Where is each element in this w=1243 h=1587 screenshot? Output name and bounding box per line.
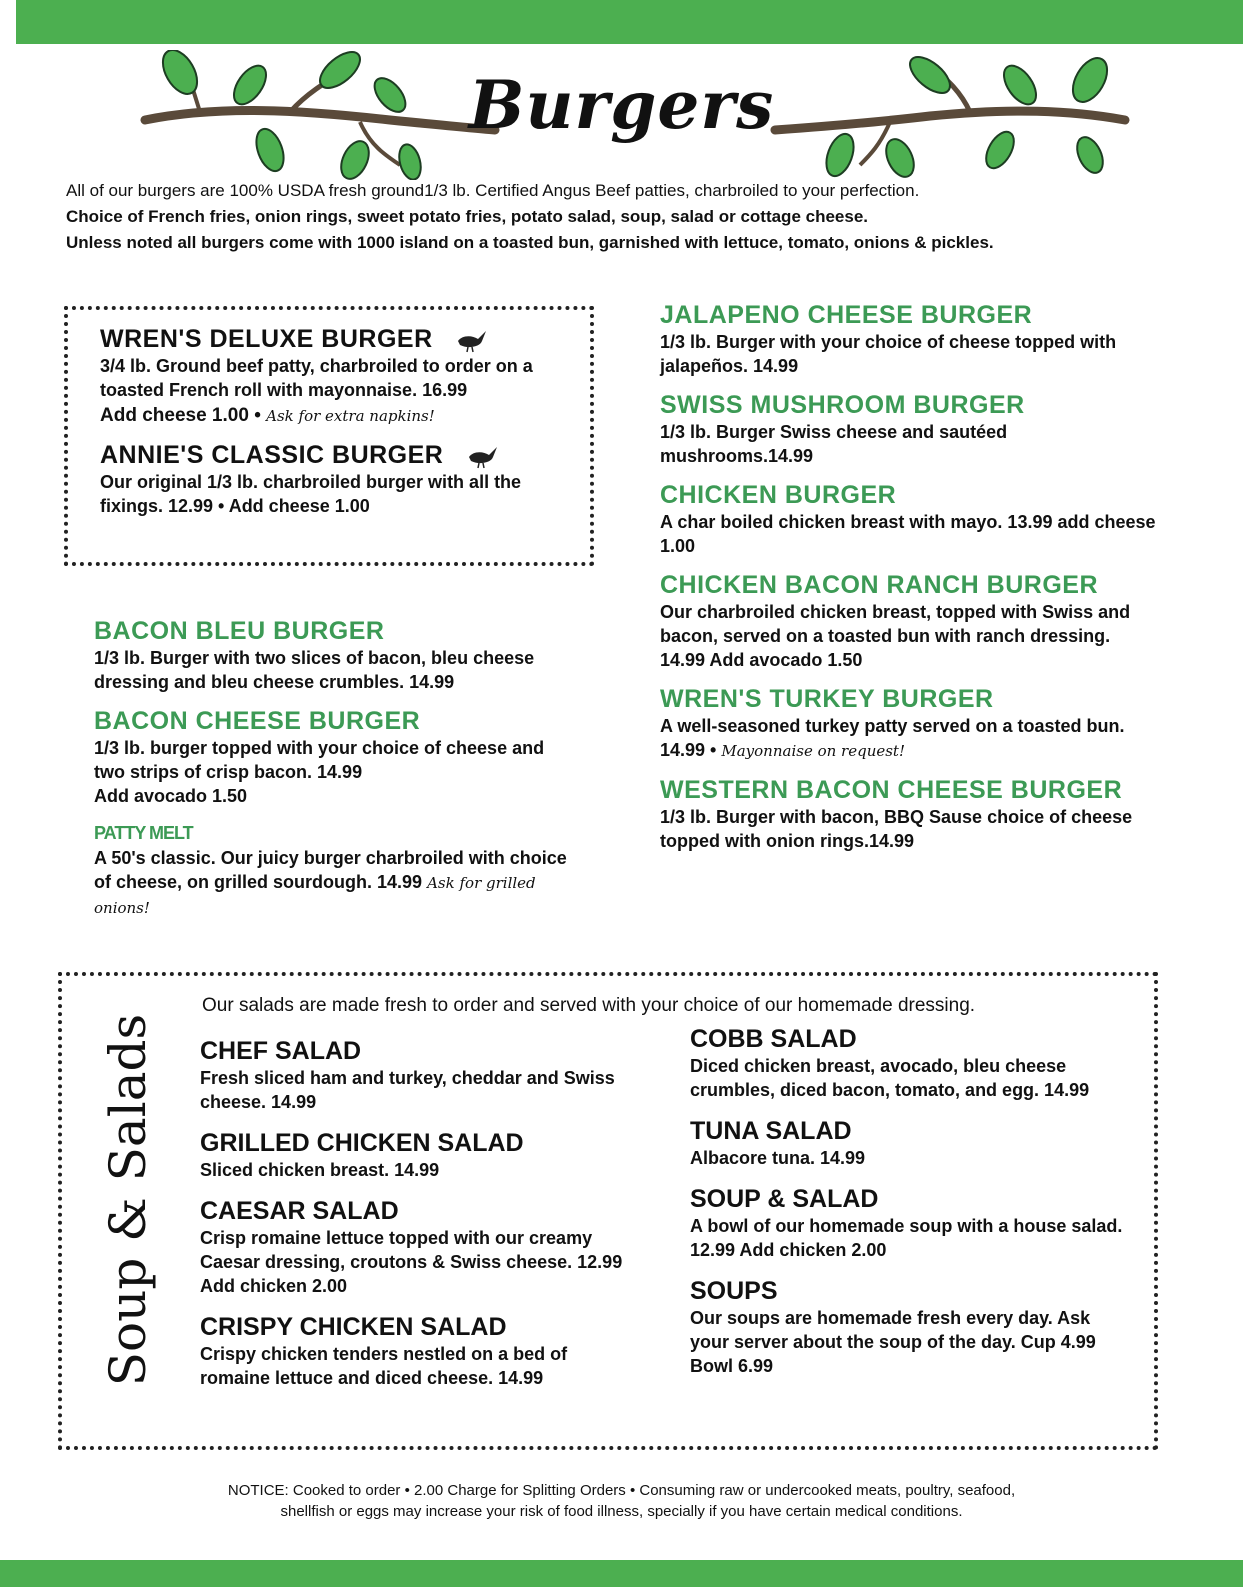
- salad-item-name: CRISPY CHICKEN SALAD: [200, 1313, 507, 1341]
- menu-item-extra: Add avocado 1.50: [94, 786, 248, 806]
- wren-bird-icon: [465, 443, 499, 469]
- salads-left-column: [200, 1036, 640, 1404]
- bottom-green-band: [0, 1560, 1243, 1587]
- featured-item: [100, 324, 580, 428]
- salad-item: [200, 1036, 640, 1114]
- salad-item: [690, 1276, 1130, 1378]
- featured-item-desc: Our original 1/3 lb. charbroiled burger with all the fixings. 12.99 • Add cheese 1.00: [100, 472, 522, 516]
- salad-item-desc: Our soups are homemade fresh every day. Ask your server about the soup of the day. Cup 4.99 Bowl 6.99: [690, 1308, 1096, 1376]
- salad-item-desc: Fresh sliced ham and turkey, cheddar and Swiss cheese. 14.99: [200, 1068, 615, 1112]
- right-burger-column: [660, 300, 1160, 865]
- menu-item-desc: 1/3 lb. Burger Swiss cheese and sautéed mushrooms.14.99: [660, 422, 1008, 466]
- salad-item: [690, 1184, 1130, 1262]
- salad-item-name: SOUP & SALAD: [690, 1185, 879, 1213]
- menu-item-name: BACON BLEU BURGER: [94, 617, 385, 645]
- menu-item-desc: 1/3 lb. Burger with bacon, BBQ Sause choice of cheese topped with onion rings.14.99: [660, 807, 1133, 851]
- menu-item: [660, 300, 1160, 378]
- menu-item: [94, 706, 574, 808]
- menu-item: [94, 616, 574, 694]
- salad-item-desc: Sliced chicken breast. 14.99: [200, 1160, 440, 1180]
- menu-item-name: WREN'S TURKEY BURGER: [660, 685, 994, 713]
- salad-item-name: SOUPS: [690, 1277, 778, 1305]
- menu-item-note: Mayonnaise on request!: [721, 742, 905, 760]
- salads-side-title: Soup & Salads: [99, 1013, 157, 1387]
- menu-item-desc: 1/3 lb. Burger with two slices of bacon, bleu cheese dressing and bleu cheese crumbles. 14.99: [94, 648, 535, 692]
- intro-line-3: Unless noted all burgers come with 1000 island on a toasted bun, garnished with lettuce, tomato, onions & pickles.: [66, 233, 994, 252]
- menu-item-desc: Our charbroiled chicken breast, topped with Swiss and bacon, served on a toasted bun with ranch dressing. 14.99 Add avocado 1.50: [660, 602, 1131, 670]
- menu-item: [660, 775, 1160, 853]
- featured-item-note: Ask for extra napkins!: [266, 407, 435, 425]
- salad-item-name: TUNA SALAD: [690, 1117, 852, 1145]
- top-green-band: [16, 0, 1243, 44]
- menu-item-desc: A char boiled chicken breast with mayo. 13.99 add cheese 1.00: [660, 512, 1156, 556]
- menu-item: [660, 684, 1160, 763]
- salad-item: [200, 1196, 640, 1298]
- salad-item-name: GRILLED CHICKEN SALAD: [200, 1129, 524, 1157]
- menu-item-name: WESTERN BACON CHEESE BURGER: [660, 776, 1123, 804]
- featured-item-desc: 3/4 lb. Ground beef patty, charbroiled to order on a toasted French roll with mayonnaise. 16.99: [100, 356, 533, 400]
- salad-item-desc: Diced chicken breast, avocado, bleu cheese crumbles, diced bacon, tomato, and egg. 14.99: [690, 1056, 1090, 1100]
- menu-item-name: SWISS MUSHROOM BURGER: [660, 391, 1025, 419]
- salad-item-desc: Albacore tuna. 14.99: [690, 1148, 866, 1168]
- menu-item-name: CHICKEN BURGER: [660, 481, 897, 509]
- salad-item-desc: Crispy chicken tenders nestled on a bed of romaine lettuce and diced cheese. 14.99: [200, 1344, 568, 1388]
- menu-item-name: PATTY MELT: [94, 823, 193, 843]
- salad-item-name: CHEF SALAD: [200, 1037, 362, 1065]
- salad-item-desc: A bowl of our homemade soup with a house salad. 12.99 Add chicken 2.00: [690, 1216, 1123, 1260]
- menu-item-desc: A well-seasoned turkey patty served on a toasted bun. 14.99 •: [660, 716, 1125, 760]
- menu-item-desc: 1/3 lb. Burger with your choice of cheese topped with jalapeños. 14.99: [660, 332, 1117, 376]
- salad-item-name: CAESAR SALAD: [200, 1197, 399, 1225]
- notice-line-1: NOTICE: Cooked to order • 2.00 Charge for Splitting Orders • Consuming raw or undercooked meats, poultry, seafood,: [227, 1482, 1016, 1499]
- menu-item-name: CHICKEN BACON RANCH BURGER: [660, 571, 1098, 599]
- intro-line-2: Choice of French fries, onion rings, sweet potato fries, potato salad, soup, salad or cottage cheese.: [66, 207, 868, 226]
- featured-item-name: WREN'S DELUXE BURGER: [100, 325, 433, 353]
- featured-item-extra: Add cheese 1.00 •: [100, 405, 261, 426]
- notice-line-2: shellfish or eggs may increase your risk of food illness, specially if you have certain medical conditions.: [280, 1503, 963, 1520]
- salad-item: [690, 1024, 1130, 1102]
- burger-intro: [66, 178, 1196, 256]
- salad-item: [200, 1312, 640, 1390]
- menu-item-name: JALAPENO CHEESE BURGER: [660, 301, 1033, 329]
- salad-item-name: COBB SALAD: [690, 1025, 857, 1053]
- intro-line-1: All of our burgers are 100% USDA fresh ground1/3 lb. Certified Angus Beef patties, charbroiled to your perfection.: [66, 181, 920, 200]
- menu-item: [660, 390, 1160, 468]
- wren-bird-icon: [454, 327, 488, 353]
- left-burger-column: [94, 616, 574, 932]
- featured-item: [100, 440, 580, 518]
- salad-item-desc: Crisp romaine lettuce topped with our creamy Caesar dressing, croutons & Swiss cheese. 12.99 Add chicken 2.00: [200, 1228, 623, 1296]
- allergy-notice: [0, 1480, 1243, 1522]
- menu-item: [660, 570, 1160, 672]
- menu-item: [94, 820, 574, 920]
- salad-item: [200, 1128, 640, 1182]
- menu-item-note: Ask for grilled onions!: [94, 874, 536, 917]
- salads-right-column: [690, 1024, 1130, 1392]
- salads-intro: Our salads are made fresh to order and served with your choice of our homemade dressing.: [202, 995, 976, 1016]
- menu-item-desc: A 50's classic. Our juicy burger charbroiled with choice of cheese, on grilled sourdough. 14.99: [94, 848, 567, 892]
- featured-burgers-box: [64, 306, 594, 566]
- salad-item: [690, 1116, 1130, 1170]
- featured-item-name: ANNIE'S CLASSIC BURGER: [100, 441, 444, 469]
- menu-item: [660, 480, 1160, 558]
- menu-item-desc: 1/3 lb. burger topped with your choice of cheese and two strips of crisp bacon. 14.99: [94, 738, 545, 782]
- page-title: Burgers: [468, 66, 775, 144]
- menu-item-name: BACON CHEESE BURGER: [94, 707, 421, 735]
